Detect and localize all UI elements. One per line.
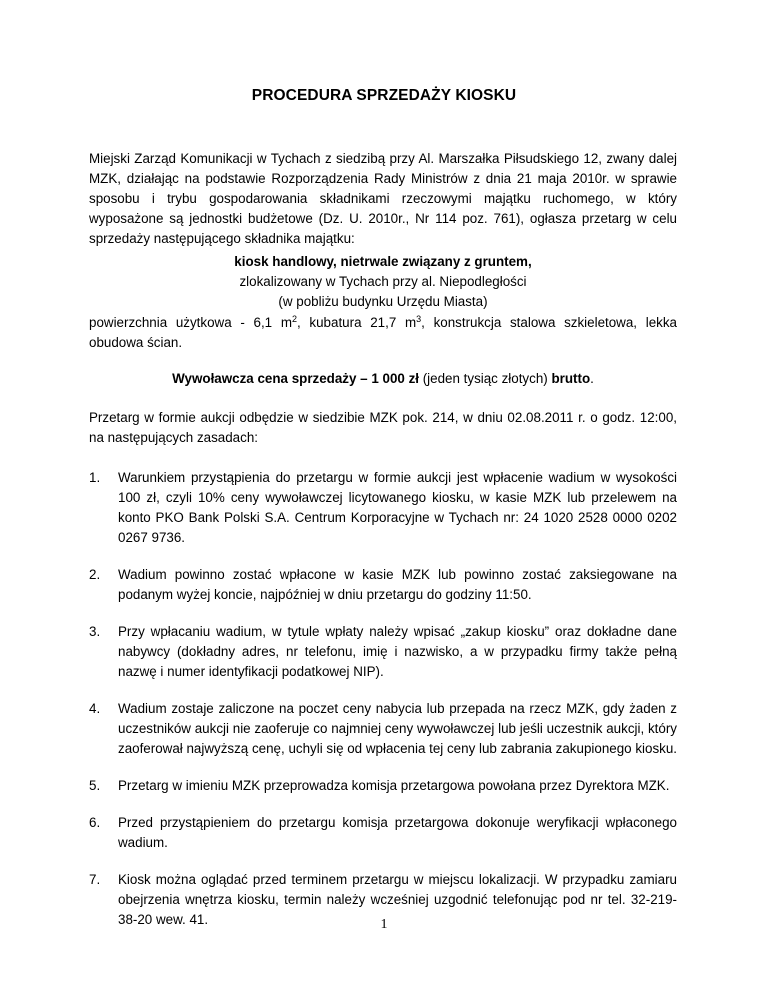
page-number: 1	[380, 917, 388, 932]
item-description	[89, 252, 677, 312]
list-item-number: 3.	[89, 624, 101, 639]
list-item-number: 2.	[89, 567, 101, 582]
list-item	[89, 622, 677, 682]
list-item-text: Warunkiem przystąpienia do przetargu w formie aukcji jest wpłacenie wadium w wysokości 100 zł, czyli 10% ceny wywoławczej licytowanego kiosku, w kasie MZK lub przelewem na konto PKO Bank Polski S.A. Centrum Korporacyjne w Tychach nr: 24 1020 2528 0000 0202 0267 9736.	[118, 470, 677, 545]
item-location: zlokalizowany w Tychach przy al. Niepodległości	[239, 274, 527, 289]
document-title: PROCEDURA SPRZEDAŻY KIOSKU	[251, 87, 517, 104]
list-item-number: 1.	[89, 470, 101, 485]
list-item	[89, 776, 677, 796]
list-item-number: 5.	[89, 778, 101, 793]
area-text-2: , kubatura 21,7 m	[297, 315, 417, 330]
list-item-text: Wadium zostaje zaliczone na poczet ceny nabycia lub przepada na rzecz MZK, gdy żaden z uczestników aukcji nie zaoferuje co najmniej ceny wywoławczej lub jeśli uczestnik aukcji, który zaoferował najwyższą cenę, uchyli się od wpłacenia tej ceny lub zabrania zakupionego kiosku.	[118, 701, 678, 756]
list-item	[89, 468, 677, 548]
list-item-text: Kiosk można oglądać przed terminem przetargu w miejscu lokalizacji. W przypadku zamiaru obejrzenia wnętrza kiosku, termin należy wcześniej uzgodnić telefonując pod nr tel. 32-219-38-20 wew. 41.	[118, 872, 677, 927]
list-item-text: Przy wpłacaniu wadium, w tytule wpłaty należy wpisać „zakup kiosku” oraz dokładne dane nabywcy (dokładny adres, nr telefonu, imię i nazwisko, a w przypadku firmy także pełną nazwę i numer identyfikacji podatkowej NIP).	[118, 624, 677, 679]
price-words: (jeden tysiąc złotych)	[418, 371, 552, 386]
intro-paragraph: Miejski Zarząd Komunikacji w Tychach z siedzibą przy Al. Marszałka Piłsudskiego 12, zwany dalej MZK, działając na podstawie Rozporządzenia Rady Ministrów z dnia 21 maja 2010r. w sprawie sposobu i trybu gospodarowania składnikami rzeczowymi majątku ruchomego, w który wyposażone są jednostki budżetowe (Dz. U. 2010r., Nr 114 poz. 761), ogłasza przetarg w celu sprzedaży następującego składnika majątku:	[89, 151, 677, 246]
list-item	[89, 565, 677, 605]
list-item-number: 4.	[89, 701, 101, 716]
list-item-text: Przetarg w imieniu MZK przeprowadza komisja przetargowa powołana przez Dyrektora MZK.	[118, 778, 670, 793]
price-period: .	[590, 371, 594, 386]
item-name: kiosk handlowy, nietrwale związany z gruntem,	[234, 254, 532, 269]
auction-paragraph: Przetarg w formie aukcji odbędzie w siedzibie MZK pok. 214, w dniu 02.08.2011 r. o godz. 12:00, na następujących zasadach:	[89, 410, 677, 445]
price-label: Wywoławcza cena sprzedaży – 1 000 zł	[172, 371, 419, 386]
rules-list	[89, 468, 677, 947]
starting-price	[89, 369, 677, 389]
item-specification	[89, 313, 677, 353]
area-text-1: powierzchnia użytkowa - 6,1 m	[89, 315, 292, 330]
price-gross: brutto	[551, 371, 591, 386]
list-item-text: Przed przystąpieniem do przetargu komisja przetargowa dokonuje weryfikacji wpłaconego wadium.	[118, 815, 677, 850]
list-item-text: Wadium powinno zostać wpłacone w kasie MZK lub powinno zostać zaksiegowane na podanym wyżej koncie, najpóźniej w dniu przetargu do godziny 11:50.	[118, 567, 677, 602]
area-superscript-2: 3	[416, 314, 422, 324]
list-item	[89, 813, 677, 853]
area-text-3: , konstrukcja stalowa szkieletowa, lekka obudowa ścian.	[89, 315, 677, 350]
item-landmark: (w pobliżu budynku Urzędu Miasta)	[278, 294, 488, 309]
area-superscript-1: 2	[291, 314, 297, 324]
list-item-number: 6.	[89, 815, 101, 830]
list-item-number: 7.	[89, 872, 101, 887]
list-item	[89, 699, 677, 759]
